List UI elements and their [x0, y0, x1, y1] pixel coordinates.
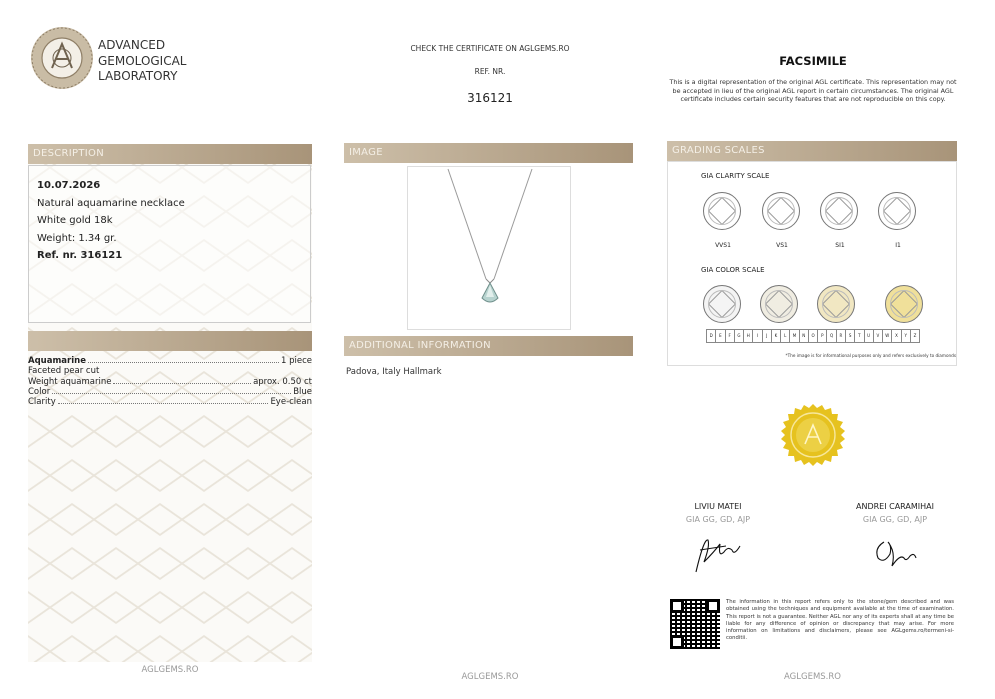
product-image	[407, 166, 571, 330]
color-letter: T	[855, 330, 864, 342]
color-scale-strip	[706, 329, 920, 343]
facsimile-text: This is a digital representation of the original AGL certificate. This representation may not be accepted in lieu of the original AGL report in certain circumstances. The original AGL certificate includes certain security features that are not reproducible on this copy.	[669, 78, 957, 103]
color-letter: K	[772, 330, 781, 342]
stone-name: Aquamarine	[28, 356, 86, 366]
stone-bar	[28, 331, 312, 351]
clarity-label-4: I1	[895, 242, 901, 249]
color-letter: I	[753, 330, 762, 342]
description-bar: DESCRIPTION	[28, 144, 312, 164]
description-metal: White gold 18k	[37, 215, 113, 226]
clarity-scale-title: GIA CLARITY SCALE	[701, 172, 770, 180]
color-letter: M	[790, 330, 799, 342]
color-letter: U	[865, 330, 874, 342]
additional-info-text: Padova, Italy Hallmark	[346, 367, 442, 377]
lab-name-line-1: ADVANCED	[98, 38, 166, 52]
check-certificate-text: CHECK THE CERTIFICATE ON AGLGEMS.RO	[410, 44, 570, 53]
description-date: 10.07.2026	[37, 180, 101, 191]
description-text	[37, 177, 297, 265]
stone-clarity-value: Eye-clean	[270, 397, 312, 408]
color-letter: D	[707, 330, 716, 342]
color-letter: Y	[902, 330, 911, 342]
color-letter: E	[716, 330, 725, 342]
signatory-1-signature	[690, 532, 750, 578]
signatory-1-title: GIA GG, GD, AJP	[685, 515, 751, 524]
stone-name-leader	[88, 356, 279, 363]
color-letter: J	[763, 330, 772, 342]
color-letter: R	[837, 330, 846, 342]
signatory-2-title: GIA GG, GD, AJP	[862, 515, 928, 524]
clarity-diamond-icon-2	[762, 192, 800, 230]
facsimile-title: FACSIMILE	[779, 54, 847, 68]
stone-cut-row	[28, 366, 312, 376]
clarity-diamond-icon-1	[703, 192, 741, 230]
lab-name-line-3: LABORATORY	[98, 69, 178, 83]
clarity-label-2: VS1	[776, 242, 788, 249]
additional-info-bar: ADDITIONAL INFORMATION	[344, 336, 633, 356]
color-letter: H	[744, 330, 753, 342]
disclaimer-text: The information in this report refers only to the stone/gem described and was obtained using the techniques and equipment available at the time of examination. This report is not a guarantee. Neither AGL nor any of its experts shall at any time be liable for any difference of opinion or discrepancy that may arise. For more information on limitations and disclaimers, please see AGLgems.ro/termeni-si-conditii.	[726, 599, 954, 642]
clarity-diamond-icon-4	[878, 192, 916, 230]
stone-color-leader	[52, 387, 291, 394]
clarity-label-3: SI1	[835, 242, 845, 249]
qr-corner-1	[670, 599, 684, 613]
stone-count: 1 piece	[281, 356, 312, 366]
clarity-diamond-icon-3	[820, 192, 858, 230]
color-letter: N	[800, 330, 809, 342]
signatory-2-name: ANDREI CARAMIHAI	[855, 502, 934, 511]
description-item: Natural aquamarine necklace	[37, 197, 185, 209]
stone-color-row	[28, 387, 312, 397]
signatory-2-signature	[870, 534, 924, 574]
color-diamond-icon-3	[817, 285, 855, 323]
color-diamond-icon-1	[703, 285, 741, 323]
agl-logo-seal	[30, 26, 94, 90]
stone-color-value: Blue	[293, 386, 312, 397]
color-letter: S	[846, 330, 855, 342]
color-letter: P	[818, 330, 827, 342]
color-scale-title: GIA COLOR SCALE	[701, 266, 765, 274]
color-diamond-icon-4	[885, 285, 923, 323]
description-weight: Weight: 1.34 gr.	[37, 232, 117, 244]
lab-name-line-2: GEMOLOGICAL	[98, 53, 187, 68]
color-letter: F	[726, 330, 735, 342]
ref-number: 316121	[467, 91, 513, 105]
color-letter: Z	[913, 333, 917, 338]
grading-note: *The image is for informational purposes only and refers exclusively to diamonds	[785, 353, 956, 358]
color-letter: W	[883, 330, 892, 342]
stone-weight-leader	[113, 377, 251, 384]
color-letter: O	[809, 330, 818, 342]
clarity-label-1: VVS1	[715, 242, 731, 249]
stone-cut: Faceted pear cut	[28, 366, 100, 377]
stone-clarity-label: Clarity	[28, 397, 56, 408]
color-diamond-icon-2	[760, 285, 798, 323]
stone-weight-row	[28, 377, 312, 387]
gold-seal	[780, 404, 846, 470]
footer-center: AGLGEMS.RO	[461, 672, 519, 682]
stone-name-row	[28, 356, 312, 366]
color-letter: Q	[827, 330, 836, 342]
description-ref: Ref. nr. 316121	[37, 250, 123, 261]
stone-weight-label: Weight aquamarine	[28, 376, 112, 387]
image-bar: IMAGE	[344, 143, 633, 163]
qr-corner-3	[670, 635, 684, 649]
qr-corner-2	[706, 599, 720, 613]
grading-scales-bar: GRADING SCALES	[667, 141, 957, 161]
stone-clarity-row	[28, 397, 312, 407]
footer-left: AGLGEMS.RO	[141, 665, 199, 675]
color-letter: L	[781, 330, 790, 342]
stone-clarity-leader	[58, 397, 269, 404]
stone-color-label: Color	[28, 386, 51, 397]
ref-label: REF. NR.	[474, 67, 506, 76]
stone-weight-value: aprox. 0.50 ct	[253, 376, 312, 387]
footer-right: AGLGEMS.RO	[784, 672, 841, 682]
signatory-1-name: LIVIU MATEI	[694, 502, 742, 511]
stone-details	[28, 356, 312, 407]
color-letter: G	[735, 330, 744, 342]
color-letter: V	[874, 330, 883, 342]
color-letter: X	[892, 330, 901, 342]
lab-name	[98, 38, 187, 85]
